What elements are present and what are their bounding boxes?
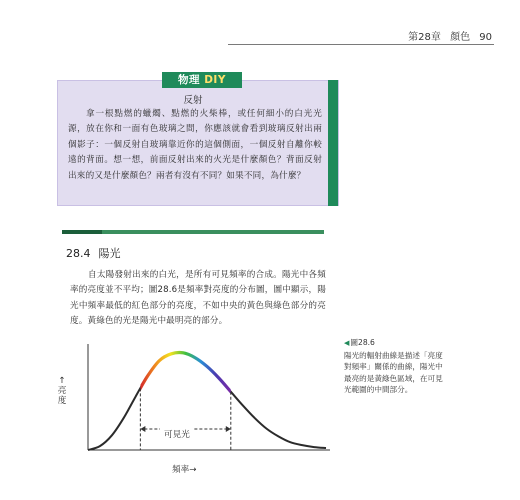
diy-title-prefix: 物理 [178, 74, 205, 86]
diy-box-body: 拿一根點燃的蠟燭、點燃的火柴棒，或任何細小的白光光源，放在你和一面有色玻璃之間，你應該就會看到玻璃反射出兩個影子：一個反射自玻璃靠近你的這個側面，一個反射自離你較遠的背面。想一想，前面反射出來的火光是什麼顏色？背面反射出來的又是什麼顏色？兩者有沒有不同？如果不同，為什麼？ [68, 109, 322, 181]
visible-band-arrowhead-right [226, 426, 231, 432]
solar-radiation-curve-chart [58, 338, 338, 470]
diy-box-subtitle: 反射 [183, 95, 203, 106]
section-rule-accent [62, 230, 102, 234]
body-paragraph: 自太陽發射出來的白光，是所有可見頻率的合成。陽光中各頻率的亮度並不平均；圖28.6是頻率對亮度的分布圖，圖中顯示，陽光中頻率最低的紅色部分的亮度，不如中央的黃色與綠色部分的亮度。黃綠色的光是陽光中最明亮的部分。 [70, 270, 326, 327]
visible-spectrum-curve [88, 353, 326, 450]
section-heading [66, 245, 121, 261]
figure-number: ◀ 圖28.6 [344, 337, 444, 350]
figure-caption-text: 陽光的輻射曲線是描述「亮度對頻率」關係的曲線，陽光中最亮的是黃綠色區域，在可見光範圍的中間部分。 [344, 350, 443, 394]
diy-title-accent: DIY [204, 74, 226, 86]
header-rule [228, 44, 494, 45]
section-title: 陽光 [98, 247, 121, 260]
visible-band-label: 可見光 [160, 428, 194, 440]
section-number: 28.4 [66, 247, 91, 260]
running-header [402, 28, 492, 43]
x-axis-label: 頻率→ [172, 465, 197, 475]
diy-box-title [162, 72, 242, 88]
visible-band-arrowhead-left [140, 426, 145, 432]
page-number: 90 [479, 32, 492, 43]
chapter-number: 第28章 [408, 32, 441, 43]
y-axis-label: ↑亮度 [57, 376, 67, 406]
diy-box-accent-bar [328, 80, 338, 206]
chapter-title: 顏色 [450, 32, 471, 43]
figure-caption [344, 337, 444, 396]
